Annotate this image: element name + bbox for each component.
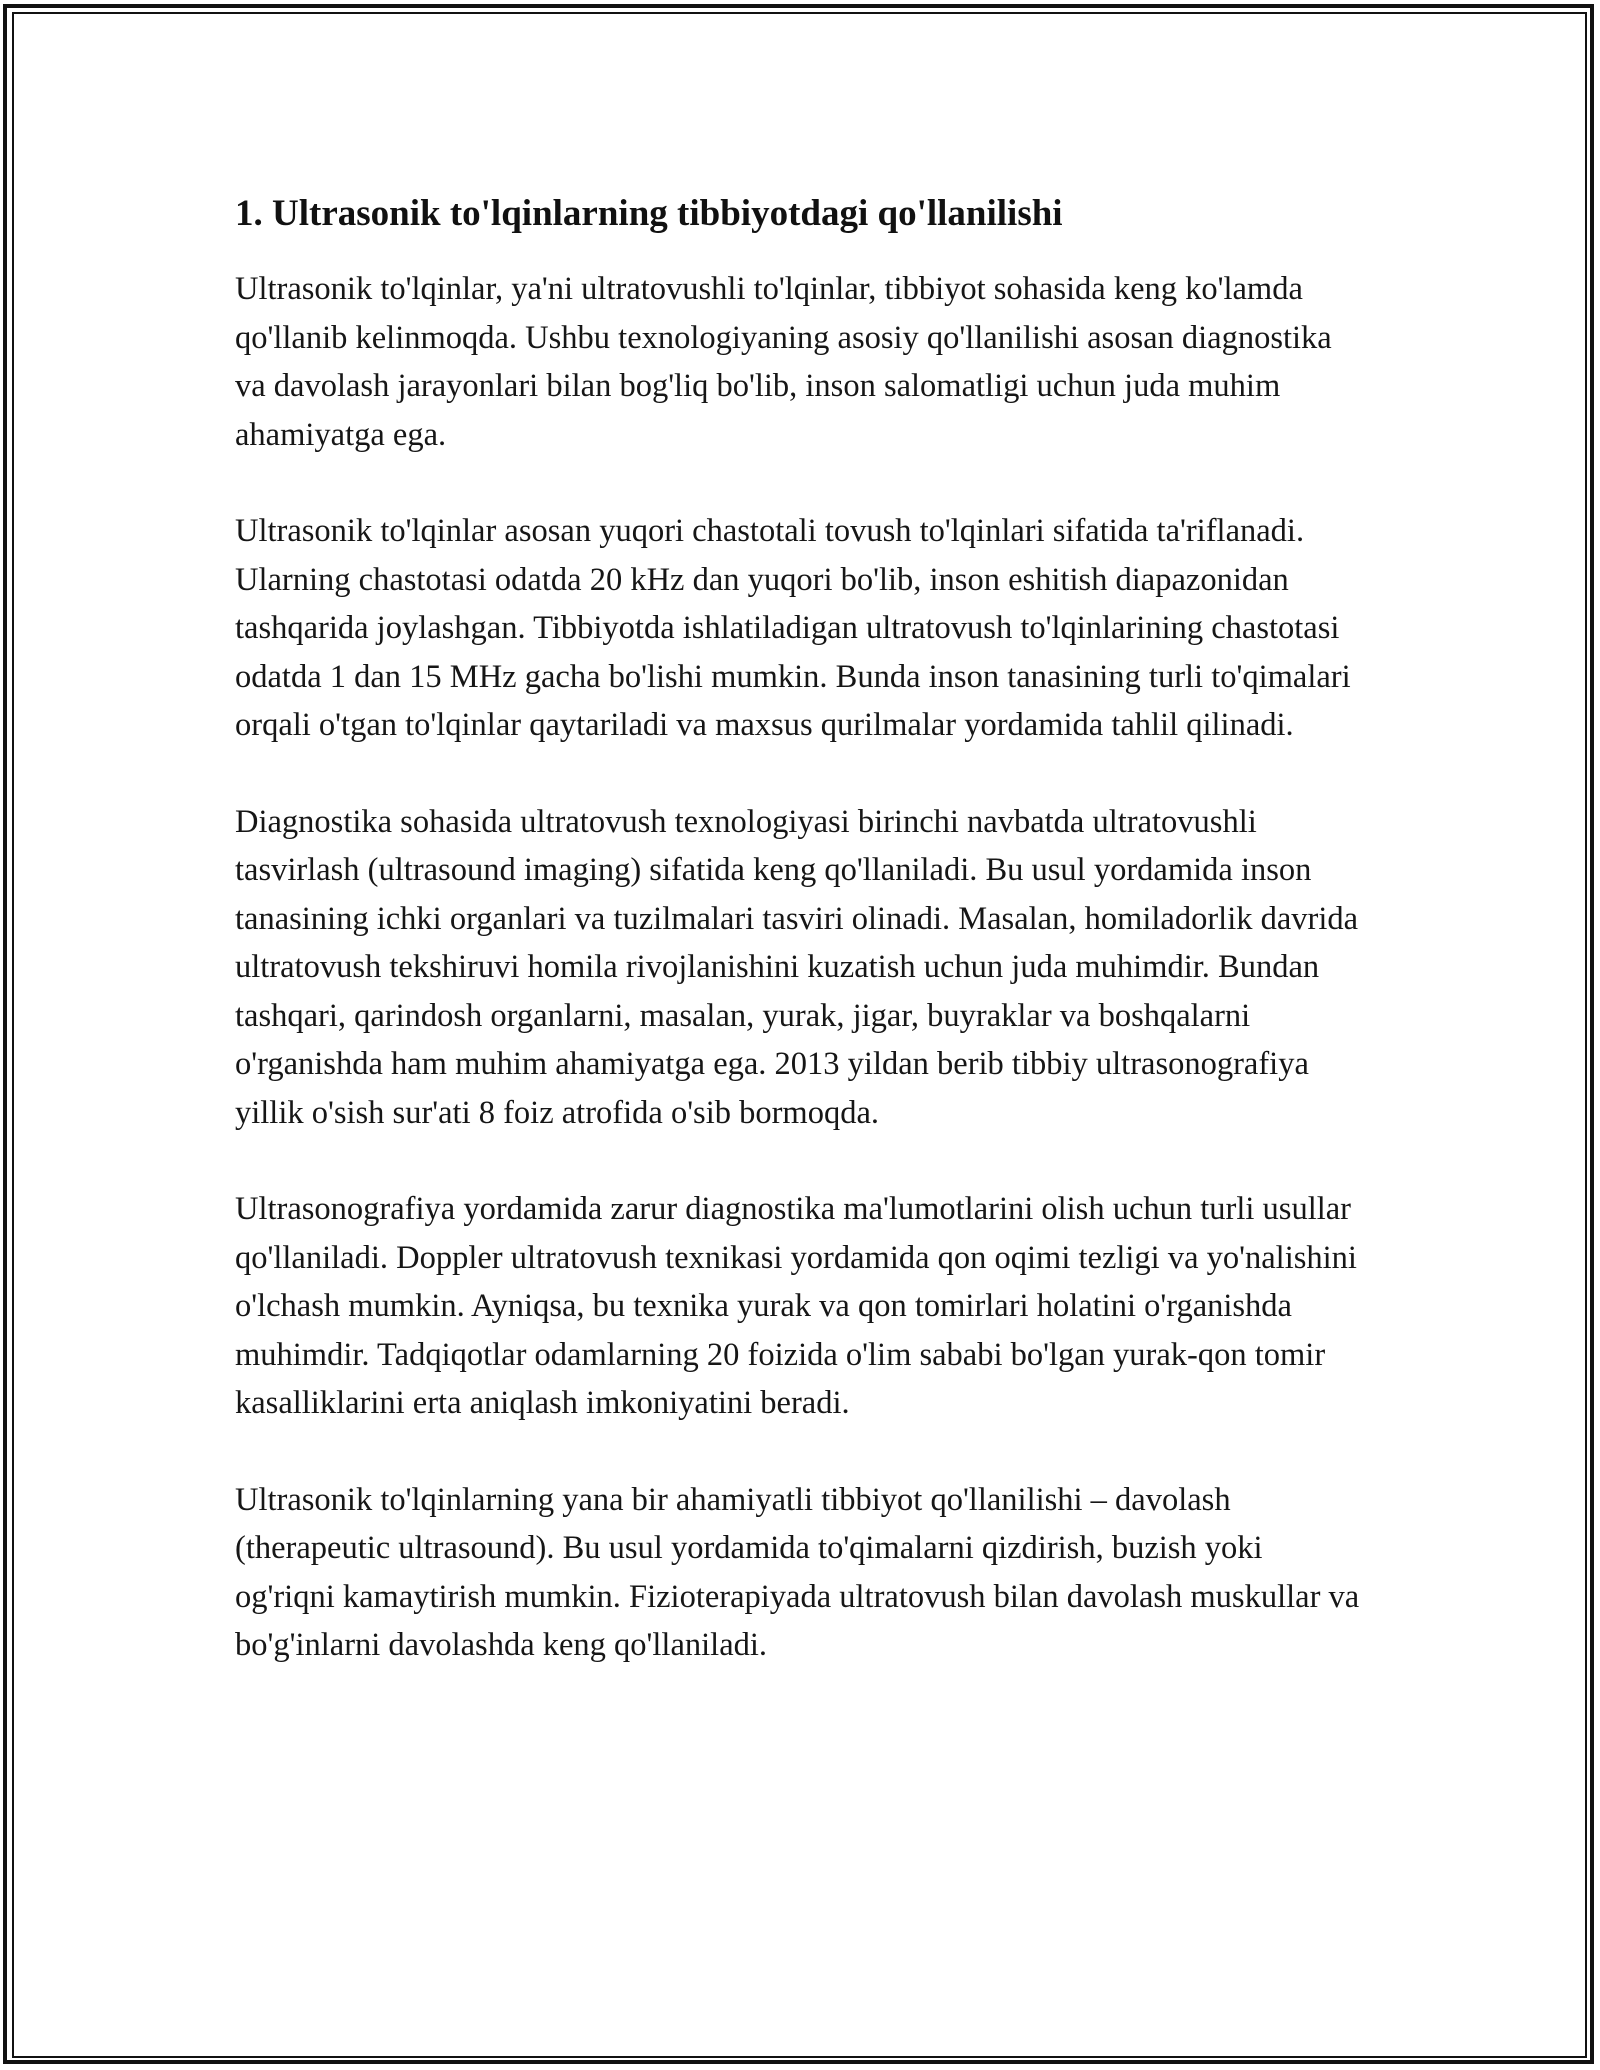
paragraph-doppler: Ultrasonografiya yordamida zarur diagnostika ma'lumotlarini olish uchun turli usullar qo'llaniladi. Doppler ultratovush texnikasi yordamida qon oqimi tezligi va yo'nalishini o'lchash mumkin. Ayniqsa, bu texnika yurak va qon tomirlari holatini o'rganishda muhimdir. Tadqiqotlar odamlarning 20 foizida o'lim sababi bo'lgan yurak-qon tomir kasalliklarini erta aniqlash imkoniyatini beradi. — [235, 1191, 1357, 1421]
paragraph-diagnostics: Diagnostika sohasida ultratovush texnologiyasi birinchi navbatda ultratovushli tasvirlash (ultrasound imaging) sifatida keng qo'llaniladi. Bu usul yordamida inson tanasining ichki organlari va tuzilmalari tasviri olinadi. Masalan, homiladorlik davrida ultratovush tekshiruvi homila rivojlanishini kuzatish uchun juda muhimdir. Bundan tashqari, qarindosh organlarni, masalan, yurak, jigar, buyraklar va boshqalarni o'rganishda ham muhim ahamiyatga ega. 2013 yildan berib tibbiy ultrasonografiya yillik o'sish sur'ati 8 foiz atrofida o'sib bormoqda. — [235, 803, 1359, 1131]
paragraph-definition: Ultrasonik to'lqinlar asosan yuqori chastotali tovush to'lqinlari sifatida ta'riflanadi. Ularning chastotasi odatda 20 kHz dan yuqori bo'lib, inson eshitish diapazonidan tashqarida joylashgan. Tibbiyotda ishlatiladigan ultratovush to'lqinlarining chastotasi odatda 1 dan 15 MHz gacha bo'lishi mumkin. Bunda inson tanasining turli to'qimalari orqali o'tgan to'lqinlar qaytariladi va maxsus qurilmalar yordamida tahlil qilinadi. — [235, 513, 1351, 743]
document-body — [235, 185, 1365, 1670]
paragraph-therapy: Ultrasonik to'lqinlarning yana bir ahamiyatli tibbiyot qo'llanilishi – davolash (therapeutic ultrasound). Bu usul yordamida to'qimalarni qizdirish, buzish yoki og'riqni kamaytirish mumkin. Fizioterapiyada ultratovush bilan davolash muskullar va bo'g'inlarni davolashda keng qo'llaniladi. — [235, 1481, 1360, 1663]
paragraph-intro: Ultrasonik to'lqinlar, ya'ni ultratovushli to'lqinlar, tibbiyot sohasida keng ko'lamda qo'llanib kelinmoqda. Ushbu texnologiyaning asosiy qo'llanilishi asosan diagnostika va davolash jarayonlari bilan bog'liq bo'lib, inson salomatligi uchun juda muhim ahamiyatga ega. — [235, 271, 1332, 453]
section-heading: 1. Ultrasonik to'lqinlarning tibbiyotdagi qo'llanilishi — [235, 193, 1063, 234]
